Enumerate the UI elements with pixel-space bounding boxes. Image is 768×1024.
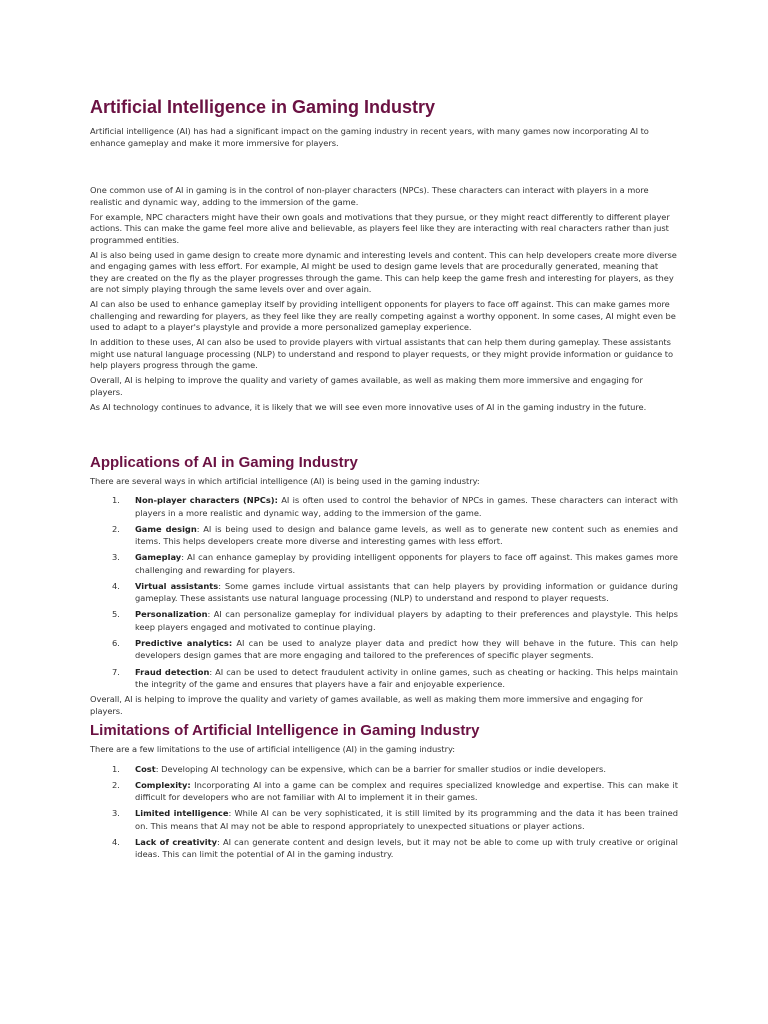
page-title: Artificial Intelligence in Gaming Industry bbox=[90, 97, 436, 117]
body-paragraph: Overall, AI is helping to improve the quality and variety of games available, as well as making them more immersive and engaging for players. bbox=[90, 375, 643, 397]
intro-paragraph: Artificial intelligence (AI) has had a significant impact on the gaming industry in recent years, with many games now incorporating AI to enhance gameplay and make it more immersive for players. bbox=[90, 126, 649, 148]
list-item-term: Complexity: bbox=[135, 779, 191, 790]
list-item-text: : Developing AI technology can be expensive, which can be a barrier for smaller studios or indie developers. bbox=[155, 763, 607, 774]
list-item: 7. Fraud detection: AI can be used to detect fraudulent activity in online games, such as cheating or hacking. This helps maintain the integrity of the game and ensures that players have a fair and enjoyable experience. bbox=[112, 666, 678, 690]
list-item-term: Limited intelligence bbox=[135, 808, 229, 819]
document-content bbox=[90, 96, 678, 865]
list-item-term: Non-player characters (NPCs): bbox=[135, 495, 278, 505]
applications-outro: Overall, AI is helping to improve the quality and variety of games available, as well as making them more immersive and engaging for players. bbox=[90, 694, 643, 716]
list-item: 1. Non-player characters (NPCs): AI is often used to control the behavior of NPCs in games. These characters can interact with players in a more realistic and dynamic way, adding to the immersion of the game. bbox=[112, 495, 678, 518]
list-item: 1. Cost: Developing AI technology can be expensive, which can be a barrier for smaller studios or indie developers. bbox=[112, 763, 607, 774]
list-item-term: Predictive analytics: bbox=[135, 637, 233, 648]
list-item-term: Gameplay bbox=[135, 552, 182, 563]
list-item: 4. Virtual assistants: Some games include virtual assistants that can help players by providing information or guidance during gameplay. These assistants use natural language processing (NLP) to understand and respond to player requests. bbox=[112, 580, 678, 604]
limitations-list bbox=[90, 763, 678, 861]
body-paragraph: AI can also be used to enhance gameplay itself by providing intelligent opponents for players to face off against. This can make games more challenging and rewarding for players, as they feel like they are really competing against a worthy opponent. In some cases, AI might even be used to adapt to a player's playstyle and provide a more personalized gameplay experience. bbox=[90, 299, 676, 332]
list-item-term: Fraud detection bbox=[135, 666, 210, 677]
applications-list bbox=[90, 494, 678, 691]
body-paragraph: For example, NPC characters might have their own goals and motivations that they pursue, or they might react differently to different player actions. This can make the game feel more alive and believable, as players feel like they are interacting with real characters rather than just programmed entities. bbox=[90, 211, 670, 245]
list-item-text: : AI can be used to detect fraudulent activity in online games, such as cheating or hacking. This helps maintain the integrity of the game and ensures that players have a fair and enjoyable experience. bbox=[135, 666, 678, 690]
limitations-intro: There are a few limitations to the use of artificial intelligence (AI) in the gaming industry: bbox=[90, 744, 456, 755]
applications-intro: There are several ways in which artificial intelligence (AI) is being used in the gaming industry: bbox=[90, 475, 480, 486]
list-item: 4. Lack of creativity: AI can generate content and design levels, but it may not be able to come up with truly creative or original ideas. This can limit the potential of AI in the gaming industry. bbox=[112, 836, 678, 860]
body-paragraph: One common use of AI in gaming is in the control of non-player characters (NPCs). These characters can interact with players in a more realistic and dynamic way, adding to the immersion of the game. bbox=[90, 185, 649, 207]
list-item-text: : AI can personalize gameplay for individual players by adapting to their preferences and playstyle. This helps keep players engaged and motivated to continue playing. bbox=[135, 609, 678, 632]
list-item-text: : While AI can be very sophisticated, it is still limited by its programming and the data it has been trained on. This means that AI may not be able to respond appropriately to unexpected situations or player actions. bbox=[135, 808, 678, 831]
list-item-text: AI is often used to control the behavior of NPCs in games. These characters can interact with players in a more realistic and dynamic way, adding to the immersion of the game. bbox=[135, 495, 678, 518]
body-paragraph: In addition to these uses, AI can also be used to provide players with virtual assistants that can help them during gameplay. These assistants might use natural language processing (NLP) to understand and respond to player requests, or they might provide information or guidance to help players progress through the game. bbox=[90, 337, 674, 370]
body-paragraph: AI is also being used in game design to create more dynamic and interesting levels and content. This can help developers create more diverse and engaging games with less effort. For example, AI might be used to design game levels that are procedurally generated, meaning that they are created on the fly as the player progresses through the game. This can help keep the game fresh and interesting for players, as they are not simply playing through the same levels over and over again. bbox=[90, 249, 677, 294]
list-item: 5. Personalization: AI can personalize gameplay for individual players by adapting to their preferences and playstyle. This helps keep players engaged and motivated to continue playing. bbox=[112, 609, 678, 632]
list-item-term: Lack of creativity bbox=[135, 836, 218, 847]
body-paragraph: As AI technology continues to advance, it is likely that we will see even more innovative uses of AI in the gaming industry in the future. bbox=[90, 401, 647, 412]
list-item-term: Cost bbox=[135, 763, 156, 774]
list-item-term: Personalization bbox=[135, 609, 208, 620]
list-item-text: : Some games include virtual assistants that can help players by providing information or guidance during gameplay. These assistants use natural language processing (NLP) to understand and respond to player requests. bbox=[135, 580, 678, 604]
section-spacer bbox=[90, 417, 678, 453]
list-item-text: Incorporating AI into a game can be complex and requires specialized knowledge and expertise. This can make it difficult for developers who are not familiar with AI to implement it in their games. bbox=[135, 779, 678, 803]
list-item: 3. Gameplay: AI can enhance gameplay by providing intelligent opponents for players to face off against. This makes games more challenging and rewarding for players. bbox=[112, 552, 678, 575]
list-item-text: : AI can generate content and design levels, but it may not be able to come up with truly creative or original ideas. This can limit the potential of AI in the gaming industry. bbox=[135, 836, 678, 860]
list-item-term: Virtual assistants bbox=[135, 580, 219, 591]
list-item: 6. Predictive analytics: AI can be used to analyze player data and predict how they will behave in the future. This can help developers design games that are more engaging and tailored to the preferences of specific player segments. bbox=[112, 637, 678, 661]
list-item: 2. Complexity: Incorporating AI into a game can be complex and requires specialized knowledge and expertise. This can make it difficult for developers who are not familiar with AI to implement it in their games. bbox=[112, 779, 678, 803]
list-item: 2. Game design: AI is being used to design and balance game levels, as well as to generate new content such as enemies and items. This helps developers create more diverse and interesting games with less effort. bbox=[112, 523, 678, 547]
list-item-term: Game design bbox=[135, 523, 197, 534]
list-item-text: AI can be used to analyze player data and predict how they will behave in the future. This can help developers design games that are more engaging and tailored to the preferences of specific player segments. bbox=[135, 637, 678, 661]
list-item: 3. Limited intelligence: While AI can be very sophisticated, it is still limited by its programming and the data it has been trained on. This means that AI may not be able to respond appropriately to unexpected situations or player actions. bbox=[112, 808, 678, 831]
applications-heading: Applications of AI in Gaming Industry bbox=[90, 453, 358, 471]
list-item-text: : AI can enhance gameplay by providing intelligent opponents for players to face off against. This makes games more challenging and rewarding for players. bbox=[135, 552, 678, 575]
list-item-text: : AI is being used to design and balance game levels, as well as to generate new content such as enemies and items. This helps developers create more diverse and interesting games with less effort. bbox=[135, 523, 678, 547]
limitations-heading: Limitations of Artificial Intelligence in Gaming Industry bbox=[90, 722, 480, 740]
